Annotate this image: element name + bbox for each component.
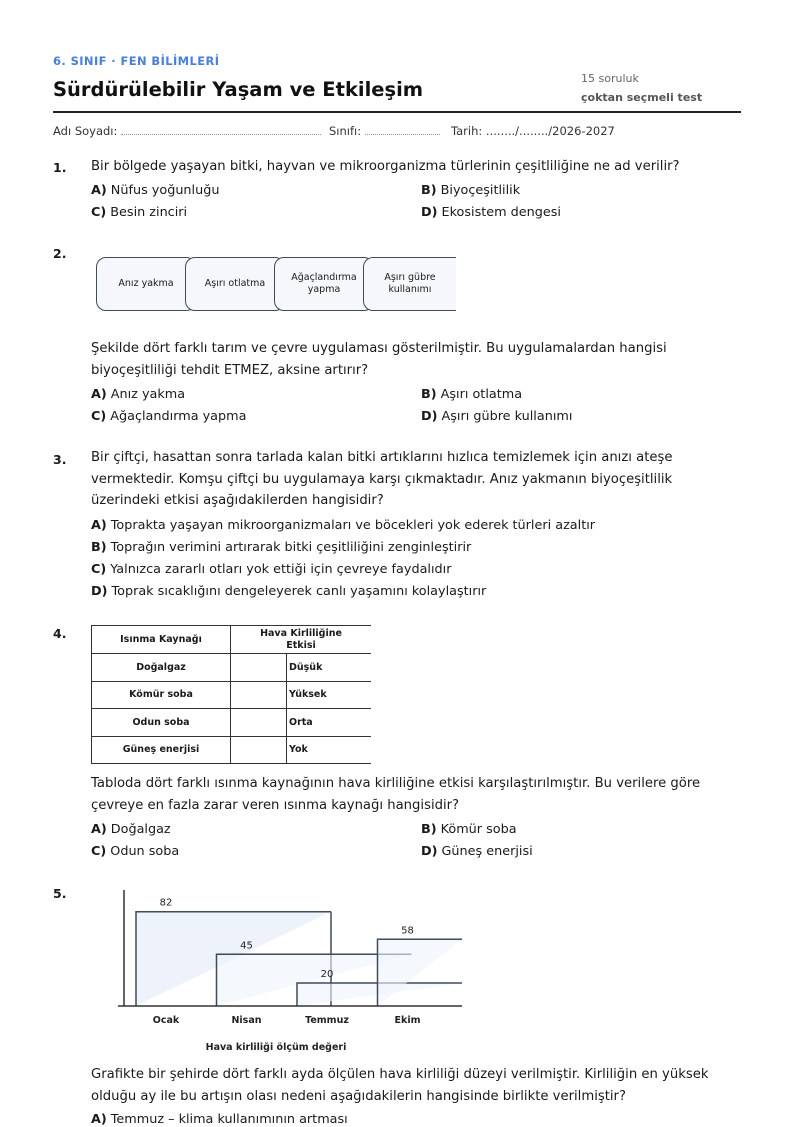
option-d[interactable] [421, 844, 533, 859]
diagram-box: Ağaçlandırma yapma [274, 257, 374, 311]
option-text: Kömür soba [440, 822, 517, 837]
class-field[interactable] [329, 124, 440, 138]
diagram-box: Aşırı gübre kullanımı [363, 257, 456, 311]
table-row [92, 654, 372, 682]
option-c[interactable] [91, 205, 187, 220]
option-letter: D) [421, 205, 438, 220]
date-label: Tarih: [451, 124, 483, 138]
subject-label: 6. SINIF · FEN BİLİMLERİ [53, 54, 220, 68]
diagram-box: Anız yakma [96, 257, 196, 311]
x-tick-label: Ocak [152, 1015, 180, 1026]
heating-source-table [91, 625, 371, 764]
option-text: Anız yakma [110, 387, 186, 402]
option-text: Yalnızca zararlı otları yok ettiği için çevreye faydalıdır [110, 562, 452, 577]
test-type: çoktan seçmeli test [581, 91, 703, 104]
option-c[interactable] [91, 562, 451, 577]
option-letter: C) [91, 562, 107, 577]
table-cell-blank [231, 654, 287, 682]
table-cell: Orta [287, 709, 372, 737]
option-b[interactable] [91, 540, 471, 555]
option-text: Aşırı otlatma [440, 387, 523, 402]
name-blank[interactable] [121, 124, 321, 135]
x-axis-label: Hava kirliliği ölçüm değeri [205, 1042, 347, 1053]
option-text: Ağaçlandırma yapma [110, 409, 247, 424]
pollution-bar-chart [110, 885, 470, 1060]
question-text: Grafikte bir şehirde dört farklı ayda ölçülen hava kirliliği düzeyi verilmiştir. Kirliliğin en yüksek olduğu ay ile bu artışın olası nedeni aşağıdakilerin hangisinde birlikte verilmiştir? [91, 1067, 709, 1104]
option-letter: C) [91, 409, 107, 424]
date-value: ......../......../2026-2027 [485, 124, 615, 138]
question-text: Bir çiftçi, hasattan sonra tarlada kalan bitki artıklarını hızlıca temizlemek için anızı ateşe vermektedir. Komşu çiftçi bu uygulamaya karşı çıkmaktadır. Anız yakmanın biyoçeşitlilik üzerindeki etkisi aşağıdakilerden hangisidir? [91, 450, 673, 508]
question-number: 3. [53, 452, 67, 467]
question-text: Bir bölgede yaşayan bitki, hayvan ve mikroorganizma türlerinin çeşitliliğine ne ad verilir? [91, 159, 680, 174]
option-c[interactable] [91, 844, 179, 859]
table-cell-blank [231, 681, 287, 709]
table-row [92, 736, 372, 764]
option-a[interactable] [91, 183, 219, 198]
class-blank[interactable] [365, 124, 440, 135]
option-text: Odun soba [110, 844, 180, 859]
name-field[interactable] [53, 124, 321, 138]
option-b[interactable] [421, 183, 520, 198]
option-letter: B) [421, 387, 437, 402]
option-text: Nüfus yoğunluğu [110, 183, 220, 198]
table-cell: Odun soba [92, 709, 231, 737]
option-d[interactable] [421, 205, 561, 220]
option-text: Ekosistem dengesi [441, 205, 561, 220]
option-a[interactable] [91, 1112, 348, 1127]
table-header: Hava Kirliliğine Etkisi [231, 626, 372, 654]
option-letter: A) [91, 387, 107, 402]
data-label: 45 [240, 940, 253, 952]
data-label: 82 [159, 897, 173, 909]
x-tick-label: Temmuz [305, 1015, 349, 1026]
option-text: Toprağın verimini artırarak bitki çeşitliliğini zenginleştirir [110, 540, 472, 555]
option-letter: A) [91, 822, 107, 837]
table-row [92, 709, 372, 737]
option-text: Doğalgaz [110, 822, 171, 837]
option-a[interactable] [91, 822, 171, 837]
date-field[interactable] [451, 124, 615, 138]
option-letter: D) [421, 409, 438, 424]
option-letter: D) [91, 584, 108, 599]
question-text: Şekilde dört farklı tarım ve çevre uygulaması gösterilmiştir. Bu uygulamalardan hangisi biyoçeşitliliği tehdit ETMEZ, aksine artırır? [91, 341, 667, 378]
x-tick-label: Nisan [231, 1015, 262, 1026]
option-letter: D) [421, 844, 438, 859]
table-row [92, 681, 372, 709]
table-cell: Düşük [287, 654, 372, 682]
page-title: Sürdürülebilir Yaşam ve Etkileşim [53, 78, 424, 101]
option-text: Aşırı gübre kullanımı [441, 409, 573, 424]
question-number: 5. [53, 886, 67, 901]
name-label: Adı Soyadı: [53, 124, 118, 138]
table-cell: Yüksek [287, 681, 372, 709]
option-d[interactable] [421, 409, 572, 424]
option-text: Toprakta yaşayan mikroorganizmaları ve böcekleri yok ederek türleri azaltır [110, 518, 596, 533]
practice-diagram [96, 257, 456, 313]
option-letter: B) [421, 183, 437, 198]
question-number: 2. [53, 246, 67, 261]
table-cell: Yok [287, 736, 372, 764]
table-cell-blank [231, 709, 287, 737]
bar [378, 939, 463, 1006]
question-number: 4. [53, 626, 67, 641]
option-letter: C) [91, 844, 107, 859]
question-count: 15 soruluk [581, 72, 639, 85]
option-a[interactable] [91, 387, 185, 402]
option-text: Biyoçeşitlilik [440, 183, 521, 198]
diagram-box: Aşırı otlatma [185, 257, 285, 311]
header-divider [53, 111, 741, 113]
question-text: Tabloda dört farklı ısınma kaynağının hava kirliliğine etkisi karşılaştırılmıştır. Bu verilere göre çevreye en fazla zarar veren ısınma kaynağı hangisidir? [91, 776, 701, 813]
option-letter: A) [91, 518, 107, 533]
option-a[interactable] [91, 518, 595, 533]
option-text: Besin zinciri [110, 205, 188, 220]
table-cell-blank [231, 736, 287, 764]
x-tick-label: Ekim [394, 1015, 421, 1026]
option-d[interactable] [91, 584, 486, 599]
option-letter: B) [91, 540, 107, 555]
option-letter: B) [421, 822, 437, 837]
class-label: Sınıfı: [329, 124, 362, 138]
option-b[interactable] [421, 387, 522, 402]
table-cell: Doğalgaz [92, 654, 231, 682]
option-text: Temmuz – klima kullanımının artması [110, 1112, 348, 1127]
table-cell: Kömür soba [92, 681, 231, 709]
option-b[interactable] [421, 822, 517, 837]
option-c[interactable] [91, 409, 246, 424]
table-header: Isınma Kaynağı [92, 626, 231, 654]
option-letter: A) [91, 183, 107, 198]
option-letter: A) [91, 1112, 107, 1127]
table-cell: Güneş enerjisi [92, 736, 231, 764]
option-letter: C) [91, 205, 107, 220]
option-text: Güneş enerjisi [441, 844, 533, 859]
option-text: Toprak sıcaklığını dengeleyerek canlı yaşamını kolaylaştırır [111, 584, 487, 599]
question-number: 1. [53, 160, 67, 175]
data-label: 58 [401, 925, 414, 937]
data-label: 20 [320, 969, 334, 980]
